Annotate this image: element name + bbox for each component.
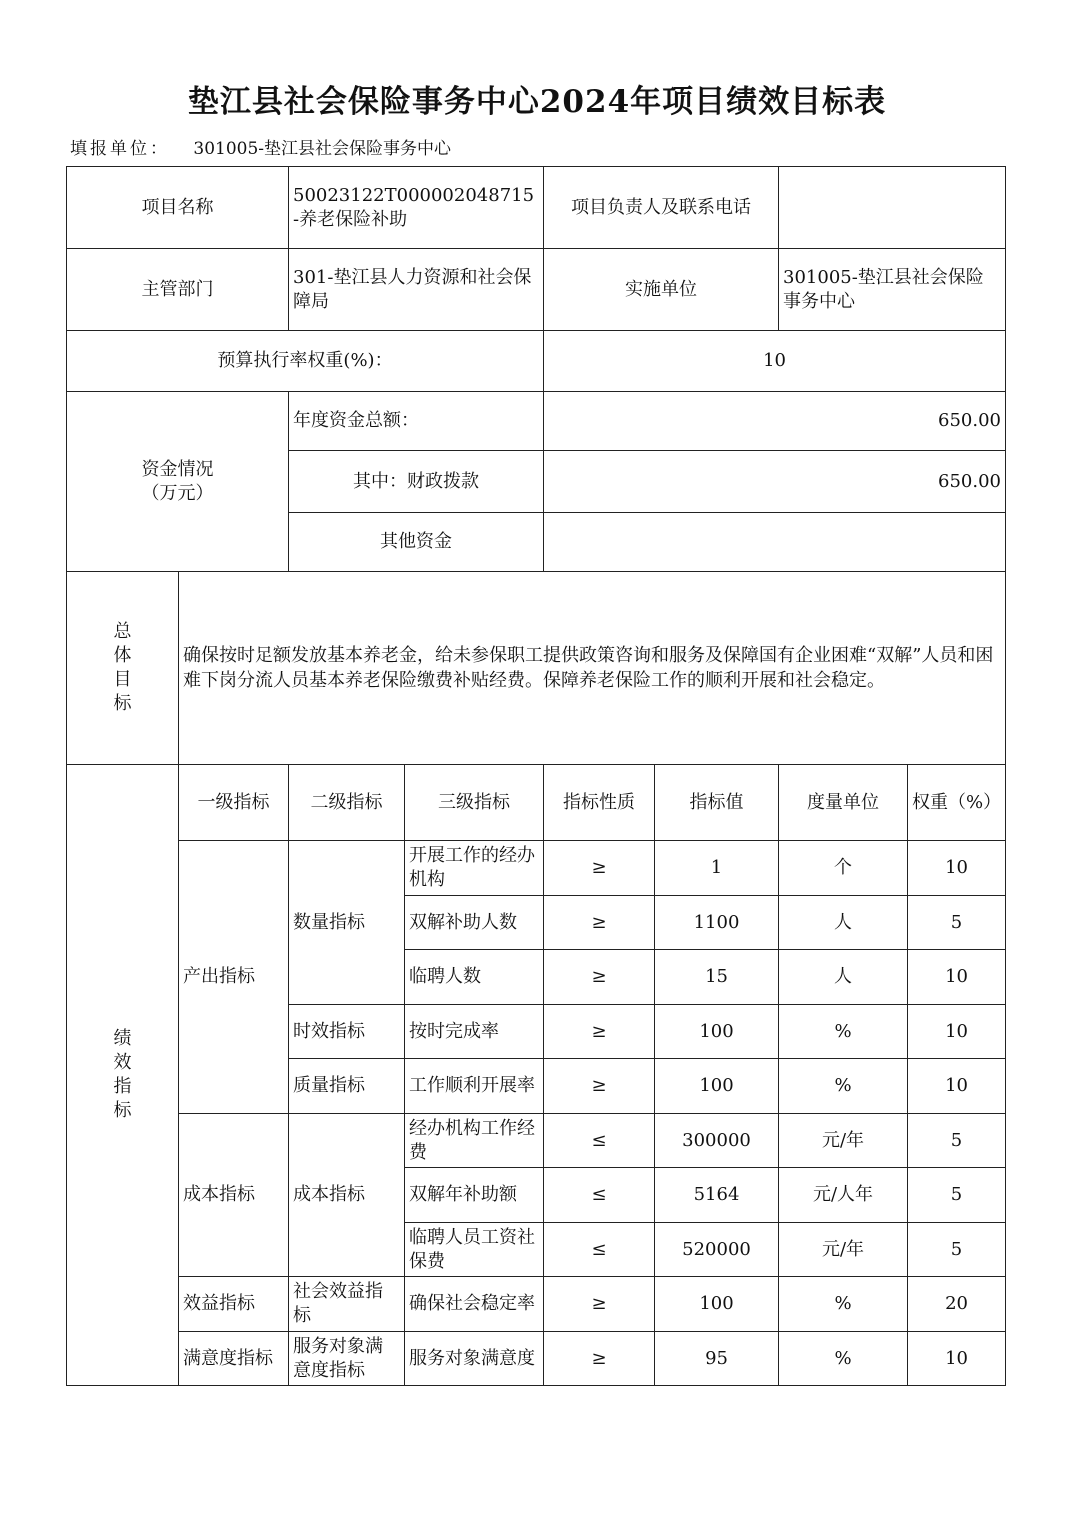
header-nature: 指标性质 [544,765,655,841]
other-funds-label: 其他资金 [289,513,544,572]
overall-goal-label: 总 体 目 标 [67,572,179,765]
indicators-label: 绩 效 指 标 [67,765,179,1386]
filler-unit-value: 301005-垫江县社会保险事务中心 [193,139,452,159]
fiscal-label: 其中：财政拨款 [289,451,544,513]
indicator-value: 100 [655,1059,779,1114]
indicator-unit: 人 [779,950,908,1005]
table-row [67,1332,1006,1386]
dept-value: 301-垫江县人力资源和社会保障局 [289,249,544,331]
header-level3: 三级指标 [405,765,544,841]
header-level2: 二级指标 [289,765,405,841]
indicator-weight: 10 [908,1059,1006,1114]
level1-satisfaction: 满意度指标 [179,1332,289,1386]
indicator-unit: 元/年 [779,1114,908,1168]
budget-rate-value: 10 [544,331,1006,392]
indicator-unit: 个 [779,841,908,896]
indicator-unit: % [779,1005,908,1059]
indicator-op: ≥ [544,841,655,896]
indicator-unit: 元/年 [779,1223,908,1277]
header-unit: 度量单位 [779,765,908,841]
annual-total-label: 年度资金总额： [289,392,544,451]
dept-label: 主管部门 [67,249,289,331]
level3-name: 双解年补助额 [405,1168,544,1223]
other-funds-value [544,513,1006,572]
annual-total-value: 650.00 [544,392,1006,451]
budget-rate-label: 预算执行率权重(%)： [67,331,544,392]
level3-name: 临聘人员工资社保费 [405,1223,544,1277]
level2-social-benefit: 社会效益指标 [289,1277,405,1332]
filler-unit [70,134,451,159]
header-weight: 权重（%） [908,765,1006,841]
indicator-op: ≥ [544,896,655,950]
level3-name: 经办机构工作经费 [405,1114,544,1168]
page-title: 垫江县社会保险事务中心2024年项目绩效目标表 [187,84,887,120]
project-name-label: 项目名称 [67,167,289,249]
indicator-value: 100 [655,1005,779,1059]
level3-name: 开展工作的经办机构 [405,841,544,896]
level1-cost: 成本指标 [179,1114,289,1277]
project-name-value: 50023122T000002048715-养老保险补助 [289,167,544,249]
indicator-unit: 元/人年 [779,1168,908,1223]
impl-value: 301005-垫江县社会保险事务中心 [779,249,1006,331]
indicator-op: ≥ [544,1059,655,1114]
indicator-weight: 5 [908,1114,1006,1168]
level2-timeliness: 时效指标 [289,1005,405,1059]
indicator-unit: % [779,1059,908,1114]
level2-satisfaction: 服务对象满意度指标 [289,1332,405,1386]
funds-label: 资金情况 （万元） [67,392,289,572]
indicator-op: ≥ [544,950,655,1005]
indicator-op: ≤ [544,1223,655,1277]
indicator-weight: 20 [908,1277,1006,1332]
contact-value [779,167,1006,249]
level1-benefit: 效益指标 [179,1277,289,1332]
level3-name: 临聘人数 [405,950,544,1005]
indicator-weight: 10 [908,841,1006,896]
level3-name: 双解补助人数 [405,896,544,950]
indicator-weight: 5 [908,1223,1006,1277]
indicator-unit: 人 [779,896,908,950]
indicator-op: ≤ [544,1168,655,1223]
table-row [67,841,1006,896]
contact-label: 项目负责人及联系电话 [544,167,779,249]
header-value: 指标值 [655,765,779,841]
indicator-value: 100 [655,1277,779,1332]
level3-name: 按时完成率 [405,1005,544,1059]
indicator-unit: % [779,1332,908,1386]
level3-name: 服务对象满意度 [405,1332,544,1386]
level3-name: 工作顺利开展率 [405,1059,544,1114]
indicator-weight: 10 [908,1332,1006,1386]
table-row [67,1277,1006,1332]
indicator-value: 5164 [655,1168,779,1223]
fiscal-value: 650.00 [544,451,1006,513]
indicator-unit: % [779,1277,908,1332]
indicator-op: ≥ [544,1332,655,1386]
level2-quantity: 数量指标 [289,841,405,1005]
indicator-op: ≤ [544,1114,655,1168]
indicator-value: 520000 [655,1223,779,1277]
indicator-value: 95 [655,1332,779,1386]
level3-name: 确保社会稳定率 [405,1277,544,1332]
indicator-value: 300000 [655,1114,779,1168]
indicator-op: ≥ [544,1005,655,1059]
filler-unit-label: 填报单位： [70,139,170,159]
header-level1: 一级指标 [179,765,289,841]
level2-cost: 成本指标 [289,1114,405,1277]
indicator-value: 1100 [655,896,779,950]
indicator-op: ≥ [544,1277,655,1332]
table-row [67,1114,1006,1168]
indicator-weight: 10 [908,950,1006,1005]
indicator-weight: 5 [908,1168,1006,1223]
indicator-weight: 10 [908,1005,1006,1059]
indicator-weight: 5 [908,896,1006,950]
level1-output: 产出指标 [179,841,289,1114]
impl-label: 实施单位 [544,249,779,331]
indicator-value: 1 [655,841,779,896]
performance-table [66,166,1006,1386]
indicator-value: 15 [655,950,779,1005]
level2-quality: 质量指标 [289,1059,405,1114]
overall-goal-text: 确保按时足额发放基本养老金，给未参保职工提供政策咨询和服务及保障国有企业困难“双解”人员和困难下岗分流人员基本养老保险缴费补贴经费。保障养老保险工作的顺利开展和社会稳定。 [179,572,1006,765]
